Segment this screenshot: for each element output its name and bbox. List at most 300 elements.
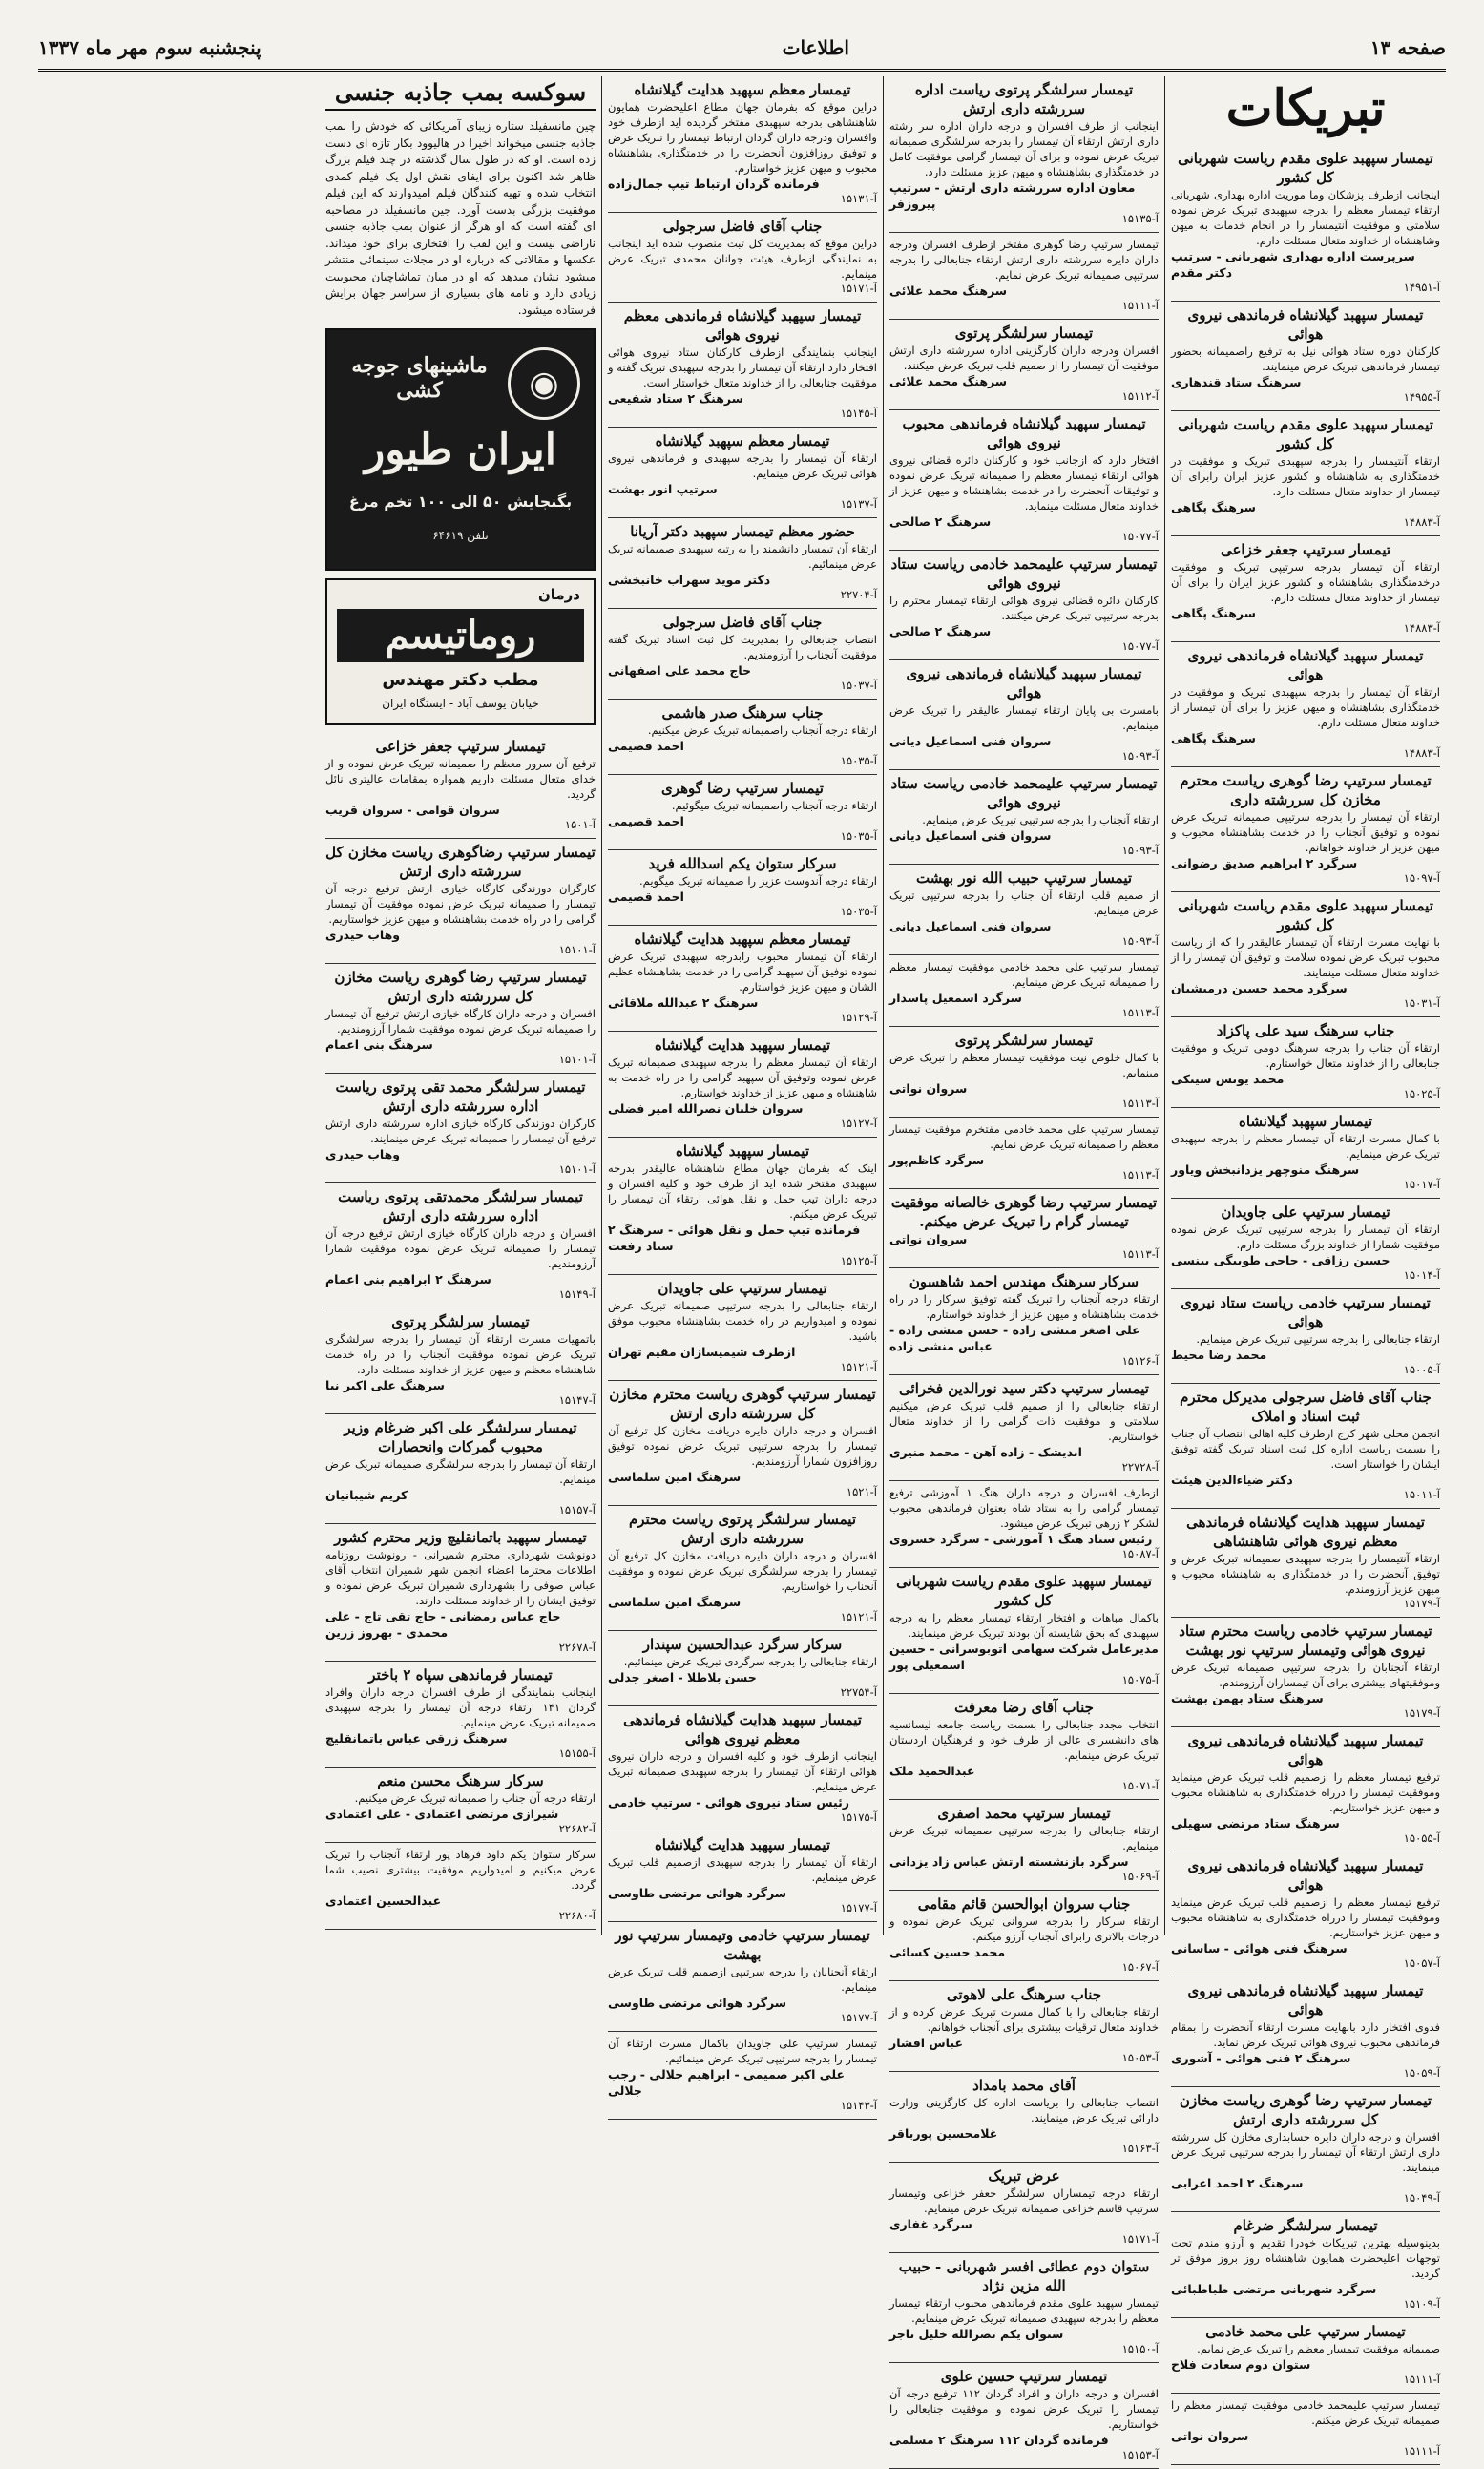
- notice-reference: آ-۱۵۰۹۳: [1121, 844, 1159, 857]
- notice-text: اینجانب ازطرف خود و کلیه افسران و درجه داران نیروی هوائی ارتقاء آن تیمسار را بدرجه سپهبدی صمیمانه تبریک عرض مینمایم.: [608, 1749, 877, 1793]
- notice-heading: تیمسار سرتیپ جعفر خزاعی: [375, 738, 546, 755]
- notice-signature: سرگرد اسمعیل پاسدار: [889, 991, 1022, 1005]
- ad-brand: ایران طیور: [365, 426, 556, 474]
- congratulation-notice: [1171, 1618, 1440, 1727]
- notice-text: ارتقاء درجه آنجناب راصمیمانه تبریک عرض میکنیم.: [647, 723, 877, 737]
- notice-heading: تیمسار سپهبد علوی مقدم ریاست شهربانی کل کشور: [1178, 416, 1433, 452]
- notice-text: ارتقاء آنتیمسار را بدرجه سپهبدی تبریک و موفقیت در خدمتگذاری به شاهنشاه و کشور عزیز ایران رابرای آن تیمسار از خداوند متعال مسئلت دارد.: [1171, 454, 1440, 498]
- congratulation-notice: [608, 1706, 877, 1831]
- notice-text: دراین موقع که بفرمان جهان مطاع اعلیحضرت همایون شاهنشاهی بدرجه سپهبدی مفتخر گردیده اید ازطرف خود وافسران ودرجه داران گردان ارتباط تیمسار را تبریک عرض و توفیق روزافزون آنحضرت را در خدمتگذاری بشاهنشاه محبوب و میهن عزیز خواستارم.: [608, 100, 877, 175]
- notice-list: [325, 733, 596, 1930]
- notice-signature: وهاب حیدری: [325, 928, 401, 942]
- notice-signature: احمد قصیمی: [608, 739, 684, 753]
- notice-heading: تیمسار سرتیپ خادمی وتیمسار سرتیپ نور بهشت: [615, 1927, 870, 1963]
- congratulation-notice: [1171, 2318, 1440, 2394]
- notice-heading: تیمسار سپهبد باتمانقلیچ وزیر محترم کشور: [334, 1529, 587, 1546]
- issue-date: پنجشنبه سوم مهر ماه ۱۳۳۷: [38, 36, 261, 59]
- congratulation-notice: [889, 410, 1159, 551]
- notice-text: دراین موقع که بمدیریت کل ثبت منصوب شده اید اینجانب به نمایندگی ازطرف هیئت جوانان محمدی تبریک عرض مینمایم.: [608, 237, 877, 281]
- notice-heading: تیمسار سرتیپ گوهری ریاست محترم مخازن کل سررشته داری ارتش: [609, 1386, 876, 1422]
- notice-text: ارتقاء جنابعالی را با کمال مسرت تبریک عرض کرده و از خداوند متعال ترقیات بیشتری برای آنجناب خواهانم.: [889, 2005, 1159, 2034]
- notice-reference: آ-۱۵۰۵۹: [1403, 2066, 1440, 2080]
- notice-text: تیمسار سرتیپ علی محمد خادمی موفقیت تیمسار معظم را صمیمانه تبریک عرض مینمایم.: [889, 960, 1159, 989]
- notice-reference: آ-۱۵۱۲۱: [840, 1610, 877, 1623]
- article-body: چین مانسفیلد ستاره زیبای آمریکائی که خودش را بمب جاذبه جنسی میخواند اخیرا در هالیوود بکار تازه ای دست زده است. او که در طول سال گذشته در چند فیلم بزرگ ظاهر شد اکنون برای ایفای نقش اول یک فیلم کمدی انتخاب شده و تهیه کنندگان فیلم امیدوارند که این فیلم موفقیت بزرگی بدست آورد. جین مانسفیلد در مصاحبه ای گفته است که او هرگز از عنوان بمب جاذبه جنسی ناراضی نیست و این لقب را افتخاری برای خود میداند. عکسها و مقالاتی که درباره او در مجلات سینمائی منتشر میشود نشان میدهد که او در میان تماشاچیان محبوبیت زیادی دارد و نامه های بسیاری از سراسر جهان برایش فرستاده میشود.: [325, 119, 596, 317]
- ad-address: خیابان یوسف آباد - ایستگاه ایران: [382, 697, 539, 710]
- congratulation-notice: [1171, 892, 1440, 1017]
- notice-list: [1171, 145, 1440, 2465]
- notice-signature: شیرازی مرتضی اعتمادی - علی اعتمادی: [325, 1807, 559, 1821]
- notice-reference: آ-۱۵۱۷۹: [1403, 1706, 1440, 1720]
- notice-heading: ستوان دوم عطائی افسر شهربانی - حبیب الله مزین نژاد: [898, 2258, 1150, 2294]
- notice-signature: غلامحسین پورباقر: [889, 2126, 998, 2141]
- notice-text: بامسرت بی پایان ارتقاء تیمسار عالیقدر را تبریک عرض مینمایم.: [889, 703, 1159, 732]
- notice-signature: احمد قصیمی: [608, 889, 684, 904]
- notice-text: با نهایت مسرت ارتقاء آن تیمسار عالیقدر را که از ریاست محبوب تبریک عرض نموده سلامت و توفیق آن تیمسار را از خداوند متعال مسئلت مینمایند.: [1171, 935, 1440, 979]
- congratulation-notice: [889, 1118, 1159, 1189]
- notice-text: کارکنان دائره قضائی نیروی هوائی ارتقاء تیمسار محترم را بدرجه سرتیپی تبریک عرض میکنند.: [889, 594, 1159, 622]
- newspaper-name: اطلاعات: [782, 36, 849, 59]
- notice-heading: تیمسار معظم سپهبد گیلانشاه: [655, 432, 830, 450]
- notice-heading: آقای محمد بامداد: [972, 2077, 1076, 2094]
- notice-heading: تیمسار سرتیپ خادمی ریاست ستاد نیروی هوائی: [1181, 1294, 1431, 1330]
- congratulation-notice: [1171, 767, 1440, 892]
- notice-reference: آ-۱۵۰۵۳: [1121, 2051, 1159, 2064]
- notice-text: ارتقاء جنابعالی را بدرجه سرتیپی صمیمانه تبریک عرض نموده و امیدواریم در راه خدمت بشاهنشاه محبوب موفق باشید.: [608, 1299, 877, 1343]
- notice-reference: آ-۱۵۱۴۹: [558, 1287, 596, 1301]
- notice-heading: تیمسار سرتیپ دکتر سید نورالدین فخرائی: [899, 1380, 1149, 1397]
- notice-signature: سرگرد ۲ ابراهیم صدیق رضوانی: [1171, 856, 1358, 870]
- notice-text: ترفیع تیمسار معظم را ازصمیم قلب تبریک عرض مینماید وموفقیت تیمسار را درراه خدمتگذاری به شاهنشاه محبوب و میهن عزیز خواستاریم.: [1171, 1895, 1440, 1939]
- notice-reference: آ-۱۴۸۸۳: [1403, 746, 1440, 760]
- notice-heading: تیمسار معظم سپهبد هدایت گیلانشاه: [634, 81, 851, 98]
- notice-signature: سرهنگ ۲ ابراهیم بنی اعمام: [325, 1272, 491, 1287]
- notice-reference: آ-۱۵۱۲۷: [840, 1117, 877, 1130]
- notice-text: انجمن محلی شهر کرج ازطرف کلیه اهالی انتصاب آن جناب را بسمت ریاست اداره کل ثبت اسناد تبریک گفته توفیق ایشان را خواستار است.: [1171, 1427, 1440, 1471]
- congratulation-notice: [889, 320, 1159, 410]
- congratulation-notice: [1171, 145, 1440, 302]
- congratulation-notice: [608, 609, 877, 700]
- notice-heading: تیمسار سرتیپ محمد اصفری: [937, 1805, 1111, 1822]
- notice-reference: آ-۲۲۷۲۸: [1121, 1460, 1159, 1474]
- notice-text: تیمسار سرتیپ رضا گوهری مفتخر ازطرف افسران ودرجه داران دایره سررشته داری ارتش ارتقاء جنابعالی را بدرجه سرتیپی صمیمانه تبریک عرض نمایم.: [889, 238, 1159, 282]
- notice-signature: سرگرد کاظم‌پور: [889, 1153, 985, 1167]
- congratulation-notice: [889, 1800, 1159, 1891]
- notice-signature: مدیرعامل شرکت سهامی اتوبوسرانی - حسین اسمعیلی پور: [889, 1642, 1159, 1672]
- notice-text: اینجانب از طرف افسران و درجه داران اداره سر رشته داری ارتش ارتقاء آن تیمسار را بدرجه سرلشگری صمیمانه تبریک عرض نموده و برای آن تیمسار گرامی موفقیت کامل در خدمتگذاری بشاهنشاه و میهن عزیز مسئلت دارد.: [889, 119, 1159, 178]
- notice-text: ازطرف افسران و درجه داران هنگ ۱ آموزشی ترفیع تیمسار گرامی را به ستاد شاه بعنوان فرماندهی محبوب لشکر ۲ زرهی تبریک عرض میشود.: [889, 1486, 1159, 1530]
- notice-heading: تیمسار سرتیپ علیمحمد خادمی ریاست ستاد نیروی هوائی: [890, 555, 1158, 592]
- notice-reference: آ-۱۵۰۷۷: [1121, 530, 1159, 543]
- congratulation-notice: [608, 518, 877, 609]
- section-heading: تبریکات: [1225, 79, 1386, 137]
- notice-reference: آ-۲۲۷۵۴: [840, 1685, 877, 1699]
- notice-text: ارتقاء درجه تیمساران سرلشگر جعفر خزاعی وتیمسار سرتیپ قاسم خزاعی صمیمانه تبریک عرض مینمایم.: [889, 2187, 1159, 2215]
- notice-reference: آ-۱۵۰۰۵: [1403, 1363, 1440, 1376]
- notice-signature: سرگرد هوائی مرتضی طاوسی: [608, 1886, 787, 1900]
- notice-heading: سرکار سرهنگ مهندس احمد شاهسون: [909, 1273, 1139, 1290]
- notice-signature: علی اکبر صمیمی - ابراهیم جلالی - رجب جلالی: [608, 2067, 846, 2098]
- notice-signature: محمد یونس سینکی: [1171, 1072, 1285, 1086]
- congratulation-notice: [889, 955, 1159, 1027]
- congratulation-notice: [608, 1032, 877, 1138]
- notice-reference: آ-۱۵۰۳۵: [840, 754, 877, 767]
- notice-reference: آ-۱۴۹۵۱: [1403, 281, 1440, 294]
- notice-heading: تیمسار سپهبد هدایت گیلانشاه: [654, 1836, 831, 1853]
- notice-signature: سرهنگ ستاد مرتضی سهیلی: [1171, 1816, 1340, 1831]
- advertisement-iran-tiyour: [325, 328, 596, 571]
- notice-heading: جناب سرهنگ صدر هاشمی: [661, 704, 824, 722]
- notice-reference: آ-۱۵۱۰۱: [558, 943, 596, 956]
- notice-list: [889, 76, 1159, 2469]
- notice-reference: آ-۱۵۰۳۱: [1403, 996, 1440, 1010]
- notice-text: ارتقاء درجه آن جناب را صمیمانه تبریک عرض میکنیم.: [354, 1791, 596, 1805]
- notice-reference: آ-۱۵۱۷۷: [840, 2011, 877, 2024]
- notice-reference: آ-۱۵۱۵۳: [1121, 2448, 1159, 2461]
- congratulation-notice: [889, 1694, 1159, 1800]
- notice-heading: جناب سرهنگ سید علی پاکزاد: [1216, 1022, 1395, 1039]
- congratulation-notice: [889, 1981, 1159, 2072]
- congratulation-notice: [889, 1891, 1159, 1981]
- congratulation-notice: [1171, 1017, 1440, 1108]
- notice-signature: سرهنگ زرقی عباس باتمانقلیچ: [325, 1731, 508, 1746]
- notice-text: ارتقاء آن تیمسار را بدرجه سپهبدی و فرماندهی نیروی هوائی تبریک عرض مینمایم.: [608, 451, 877, 480]
- notice-text: اینجانب ازطرف پزشکان وما موریت اداره بهداری شهربانی ارتقاء تیمسار معظم را بدرجه سپهبدی تبریک عرض نموده سلامتی و موفقیت آنتیمسار را در انجام خدمات به میهن وشاهنشاه از خداوند متعال مسئلت دارم.: [1171, 188, 1440, 247]
- column-congratulations-1: [1164, 76, 1446, 2458]
- notice-reference: آ-۱۵۰۲۵: [1403, 1087, 1440, 1100]
- notice-text: ارتقاء آن تیمسار را بدرجه سپهبدی ازصمیم قلب تبریک عرض مینمایم.: [608, 1855, 877, 1884]
- notice-signature: دکتر ضیاءالدین هیئت: [1171, 1473, 1293, 1487]
- notice-reference: آ-۱۵۰۶۷: [1121, 1960, 1159, 1974]
- notice-reference: آ-۱۵۱۰۹: [1403, 2297, 1440, 2311]
- congratulation-notice: [325, 1662, 596, 1768]
- ad-capacity: بگنجایش ۵۰ الی ۱۰۰ تخم مرغ: [348, 492, 573, 511]
- congratulation-notice: [608, 1631, 877, 1706]
- notice-reference: آ-۱۵۱۱۱: [1403, 2373, 1440, 2386]
- notice-text: ارتقاء آن تیمسار دانشمند را به رتبه سپهبدی صمیمانه تبریک عرض مینمائیم.: [608, 542, 877, 571]
- congratulation-notice: [889, 2072, 1159, 2163]
- congratulation-notice: [1171, 1108, 1440, 1199]
- notice-reference: آ-۱۵۰۳۵: [840, 905, 877, 918]
- notice-text: تیمسار سرتیپ علیمحمد خادمی موفقیت تیمسار معظم را صمیمانه تبریک عرض میکنم.: [1171, 2398, 1440, 2427]
- congratulation-notice: [325, 1074, 596, 1183]
- notice-signature: سروان فنی اسماعیل دیانی: [889, 828, 1052, 843]
- notice-signature: سروان نواتی: [889, 1232, 968, 1246]
- notice-heading: تیمسار سپهبد علوی مقدم ریاست شهربانی کل کشور: [1178, 897, 1433, 933]
- notice-reference: آ-۱۵۰۴۹: [1403, 2191, 1440, 2205]
- notice-heading: تیمسار سرلشگر پرتوی ریاست اداره سررشته داری ارتش: [914, 81, 1134, 117]
- notice-heading: تیمسار سرتیپ علی جاویدان: [1221, 1203, 1390, 1221]
- congratulation-notice: [325, 1524, 596, 1662]
- notice-reference: آ-۱۵۱۳۵: [1121, 212, 1159, 225]
- congratulation-notice: [1171, 1727, 1440, 1852]
- notice-reference: آ-۲۲۶۸۲: [558, 1822, 596, 1835]
- notice-heading: عرض تبریک: [988, 2167, 1060, 2185]
- notice-reference: آ-۱۵۲۱: [846, 1485, 877, 1498]
- notice-heading: تیمسار سپهبد گیلانشاه فرماندهی نیروی هوائی: [1187, 1982, 1424, 2019]
- column-article-and-ads: [320, 76, 601, 1935]
- notice-signature: سرهنگ ۲ فنی هوائی - آشوری: [1171, 2051, 1351, 2065]
- notice-signature: سروان نواتی: [1171, 2429, 1249, 2443]
- congratulation-notice: [608, 926, 877, 1032]
- notice-signature: رئیس ستاد نیروی هوائی - سرتیپ خادمی: [608, 1795, 849, 1810]
- notice-text: کارگران دوزندگی کارگاه خیازی ارتش ترفیع درجه آن تیمسار را صمیمانه تبریک عرض نموده موفقیت آن تیمسار گرامی را در راه خدمت بشاهنشاه و میهن عزیز خواستاریم.: [325, 882, 596, 926]
- notice-signature: وهاب حیدری: [325, 1147, 401, 1161]
- notice-reference: آ-۱۵۱۲۶: [1121, 1354, 1159, 1368]
- notice-signature: محمد حسین کسائی: [889, 1945, 1006, 1959]
- congratulation-notice: [1171, 642, 1440, 767]
- notice-heading: تیمسار سپهبد هدایت گیلانشاه فرماندهی معظم نیروی هوائی: [623, 1711, 862, 1747]
- congratulation-notice: [1171, 2087, 1440, 2212]
- notice-signature: فرمانده گردان ارتباط تیپ جمال‌زاده: [608, 177, 820, 191]
- notice-text: ترفیع آن سرور معظم را صمیمانه تبریک عرض نموده و از خدای متعال مسئلت داریم همواره بمقامات عالیتری نائل گردید.: [325, 757, 596, 801]
- notice-reference: آ-۱۵۰۵۷: [1403, 1956, 1440, 1970]
- ad-phone: تلفن ۶۴۶۱۹: [432, 529, 489, 542]
- congratulation-notice: [325, 733, 596, 839]
- notice-signature: سرهنگ امین سلماسی: [608, 1470, 742, 1484]
- notice-text: ارتقاء درجه آندوست عزیز را صمیمانه تبریک میگویم.: [639, 874, 877, 888]
- notice-reference: آ-۱۵۰۱۴: [1403, 1268, 1440, 1282]
- notice-reference: آ-۱۵۱۷۷: [840, 1901, 877, 1915]
- congratulation-notice: [325, 1414, 596, 1524]
- notice-heading: تیمسار سپهبد گیلانشاه فرماندهی معظم نیروی هوائی: [623, 307, 862, 344]
- notice-text: ارتقاء آنجنابان را بدرجه سرتیپی ازصمیم قلب تبریک عرض مینمایم.: [608, 1965, 877, 1994]
- notice-heading: تیمسار سپهبد گیلانشاه فرماندهی نیروی هوائی: [1187, 647, 1424, 683]
- notice-reference: آ-۱۵۰۳۵: [840, 829, 877, 843]
- notice-signature: سرهنگ ۲ احمد اعرابی: [1171, 2176, 1304, 2190]
- notice-reference: آ-۱۵۱۷۹: [1403, 1597, 1440, 1610]
- notice-signature: کریم شیبانیان: [325, 1488, 408, 1502]
- congratulation-notice: [889, 2253, 1159, 2363]
- notice-signature: عباس افشار: [889, 2036, 964, 2050]
- notice-heading: تیمسار سپهبد گیلانشاه فرماندهی نیروی هوائی: [906, 665, 1142, 701]
- congratulation-notice: [608, 76, 877, 213]
- notice-reference: آ-۱۵۱۵۵: [558, 1747, 596, 1760]
- notice-signature: دکتر موید سهراب خانبخشی: [608, 573, 771, 587]
- notice-text: اینجانب بنمایندگی از طرف افسران درجه داران وافراد گردان ۱۴۱ ارتقاء درجه آن تیمسار را بدرجه سپهبدی صمیمانه تبریک عرض مینمایم.: [325, 1685, 596, 1729]
- notice-text: بدینوسیله بهترین تبریکات خودرا تقدیم و آرزو مندم تحت توجهات اعلیحضرت همایون شاهنشاه روز بروز موفق تر گردید.: [1171, 2236, 1440, 2280]
- notice-text: افسران و درجه داران دایره حسابداری مخازن کل سررشته داری ارتش ارتقاء آن تیمسار را بدرجه سرتیپی تبریک عرض مینمایند.: [1171, 2130, 1440, 2174]
- notice-heading: تیمسار سرتیپ رضا گوهری: [661, 780, 824, 797]
- notice-heading: تیمسار سرتیپ حبیب الله نور بهشت: [915, 869, 1133, 887]
- notice-heading: تیمسار سپهبد علوی مقدم ریاست شهربانی کل کشور: [896, 1573, 1152, 1609]
- notice-signature: فرمانده تیپ حمل و نقل هوائی - سرهنگ ۲ ستاد رفعت: [608, 1223, 861, 1253]
- notice-heading: تیمسار سرتیپ حسین علوی: [940, 2368, 1108, 2385]
- congratulation-notice: [325, 964, 596, 1074]
- notice-heading: سرکار ستوان یکم اسدالله فرید: [648, 855, 837, 872]
- notice-signature: سروان فنی اسماعیل دیانی: [889, 919, 1052, 933]
- congratulation-notice: [889, 1481, 1159, 1568]
- notice-signature: سرهنگ امین سلماسی: [608, 1595, 742, 1609]
- notice-heading: تیمسار سرلشگر ضرغام: [1233, 2217, 1378, 2234]
- congratulation-notice: [608, 2032, 877, 2120]
- notice-heading: تیمسار سپهبد علوی مقدم ریاست شهربانی کل کشور: [1178, 150, 1433, 186]
- notice-reference: آ-۱۵۰۱: [564, 818, 596, 831]
- notice-heading: تیمسار فرماندهی سپاه ۲ باختر: [368, 1666, 553, 1684]
- notice-reference: آ-۱۵۱۴۵: [840, 407, 877, 420]
- congratulation-notice: [889, 2363, 1159, 2469]
- notice-heading: تیمسار سرتیپ رضا گوهری ریاست مخازن کل سررشته داری ارتش: [334, 969, 587, 1005]
- notice-reference: آ-۱۵۱۷۱: [1121, 2232, 1159, 2246]
- notice-reference: آ-۱۴۸۸۳: [1403, 515, 1440, 529]
- notice-reference: آ-۱۵۱۳۷: [840, 497, 877, 511]
- notice-heading: تیمسار سپهبد گیلانشاه فرماندهی نیروی هوائی: [1187, 1732, 1424, 1768]
- notice-signature: سرهنگ محمد علائی: [889, 374, 1008, 388]
- notice-signature: سرهنگ پگاهی: [1171, 731, 1256, 745]
- notice-signature: علی اصغر منشی زاده - حسن منشی زاده - عباس منشی زاده: [889, 1323, 1140, 1353]
- notice-heading: تیمسار معظم سپهبد هدایت گیلانشاه: [634, 931, 851, 948]
- congratulation-notice: [889, 1027, 1159, 1118]
- notice-signature: سرهنگ ستاد بهمن بهشت: [1171, 1691, 1324, 1705]
- notice-text: ترفیع تیمسار معظم را ازصمیم قلب تبریک عرض مینماید وموفقیت تیمسار را درراه خدمتگذاری به شاهنشاه محبوب و میهن عزیز خواستاریم.: [1171, 1770, 1440, 1814]
- notice-signature: ستوان یکم نصرالله خلیل تاجر: [889, 2327, 1064, 2341]
- notice-heading: تیمسار سپهبد گیلانشاه فرماندهی نیروی هوائی: [1187, 1857, 1424, 1894]
- notice-text: ارتقاء آن تیمسار را بدرجه سپهبدی تبریک و موفقیت در خدمتگذاری بشاهنشاه و میهن عزیز را برای آن تیمسار از خداوند متعال مسئلت دارم.: [1171, 685, 1440, 729]
- congratulation-notice: [1171, 302, 1440, 411]
- notice-text: باکمال مباهات و افتخار ارتقاء تیمسار معظم را به درجه سپهبدی که بحق شایسته آن بودند تبریک عرض مینمایند.: [889, 1611, 1159, 1640]
- notice-text: افسران و درجه داران دایره دریافت مخازن کل ترفیع آن تیمسار را بدرجه سرلشگری تبریک عرض نموده و موفقیت آنجناب را خواستاریم.: [608, 1549, 877, 1593]
- notice-reference: آ-۱۵۰۳۷: [840, 679, 877, 692]
- congratulation-notice: [889, 865, 1159, 955]
- notice-text: ارتقاء جنابعالی را بدرجه سرتیپی تبریک عرض مینمایم.: [1196, 1332, 1440, 1346]
- congratulation-notice: [889, 1375, 1159, 1481]
- notice-text: سرکار ستوان یکم داود فرهاد پور ارتقاء آنجناب را تبریک عرض میکنیم و امیدواریم موفقیت بیشتری نصیب شما گردد.: [325, 1848, 596, 1892]
- notice-signature: ستوان دوم سعادت فلاح: [1171, 2357, 1311, 2372]
- notice-text: کارگران دوزندگی کارگاه خیازی اداره سررشته داری ارتش ترفیع آن تیمسار را صمیمانه تبریک عرض مینمایند.: [325, 1117, 596, 1145]
- notice-signature: سرتیپ انور بهشت: [608, 482, 718, 496]
- notice-heading: جناب سروان ابوالحسن قائم مقامی: [917, 1895, 1131, 1913]
- notice-reference: آ-۱۵۱۱۳: [1121, 1168, 1159, 1182]
- notice-signature: احمد قصیمی: [608, 814, 684, 828]
- notice-signature: سرهنگ ۲ صالحی: [889, 514, 992, 529]
- notice-signature: سرهنگ منوچهر یزدانبخش ویاور: [1171, 1162, 1360, 1177]
- notice-text: اینجانب بنمایندگی ازطرف کارکنان ستاد نیروی هوائی افتخار دارد ارتقاء آن تیمسار را بدرجه سپهبدی تبریک گفته و موفقیت جنابعالی را از خداوند متعال خواستار است.: [608, 345, 877, 389]
- congratulation-notice: [1171, 2212, 1440, 2318]
- notice-reference: آ-۱۵۱۱۳: [1121, 1097, 1159, 1110]
- notice-reference: آ-۲۲۷۰۴: [840, 588, 877, 601]
- notice-heading: تیمسار سرتیپ رضا گوهری ریاست مخازن کل سررشته داری ارتش: [1179, 2092, 1432, 2128]
- notice-text: ارتقاء آن تیمسار را بدرجه سرلشگری صمیمانه تبریک عرض مینمایم.: [325, 1457, 596, 1486]
- notice-text: ارتقاء درجه آنجناب راصمیمانه تبریک میگوئیم.: [671, 799, 877, 812]
- congratulation-notice: [608, 1831, 877, 1922]
- ad-top-text: ماشینهای جوجه کشی: [351, 353, 488, 403]
- notice-reference: آ-۱۵۱۰۱: [558, 1053, 596, 1066]
- notice-heading: تیمسار سرلشگر پرتوی: [954, 1032, 1094, 1049]
- columns: [38, 76, 1446, 2461]
- notice-text: اینک که بفرمان جهان مطاع شاهنشاه عالیقدر بدرجه سپهبدی مفتخر شده اید از طرف خود و کلیه افسران و درجه داران تیپ حمل و نقل هوائی ارتقاء آن تیمسار را تبریک عرض میکنم.: [608, 1161, 877, 1221]
- notice-text: تیمسار سرتیپ علی جاویدان باکمال مسرت ارتقاء آن تیمسار را بدرجه سرتیپی تبریک عرض مینمائیم.: [608, 2037, 877, 2065]
- congratulation-notice: [1171, 1509, 1440, 1618]
- notice-reference: آ-۱۵۱۷۵: [840, 1810, 877, 1824]
- notice-reference: آ-۲۲۶۷۸: [558, 1641, 596, 1654]
- notice-reference: آ-۱۵۰۱۷: [1403, 1178, 1440, 1191]
- notice-signature: سرگرد غفاری: [889, 2217, 972, 2231]
- notice-signature: سرهنگ علی اکبر نیا: [325, 1378, 445, 1392]
- notice-text: ارتقاء جنابعالی را بدرجه سرتیپی صمیمانه تبریک عرض مینمایم.: [889, 1824, 1159, 1852]
- notice-signature: فرمانده گردان ۱۱۲ سرهنگ ۲ مسلمی: [889, 2433, 1109, 2447]
- congratulation-notice: [889, 770, 1159, 865]
- notice-text: کارکنان دوره ستاد هوائی نیل به ترفیع راصمیمانه بحضور تیمسار فرماندهی تبریک عرض مینمایند.: [1171, 345, 1440, 373]
- congratulation-notice: [1171, 1289, 1440, 1384]
- ad-brand: روماتیسم: [337, 609, 584, 662]
- notice-reference: آ-۱۴۸۸۳: [1403, 621, 1440, 635]
- notice-text: انتصاب جنابعالی را بریاست اداره کل کارگزینی وزارت دارائی تبریک عرض مینمایند.: [889, 2096, 1159, 2124]
- congratulation-notice: [1171, 536, 1440, 642]
- ad-top-text: درمان: [537, 586, 580, 603]
- notice-signature: عبدالحمید ملک: [889, 1764, 975, 1778]
- congratulation-notice: [325, 1843, 596, 1930]
- notice-signature: حسین رزاقی - حاجی طوبیگی بینسی: [1171, 1253, 1390, 1267]
- notice-reference: آ-۱۵۱۴۳: [840, 2099, 877, 2112]
- notice-heading: جناب آقای فاضل سرجولی: [662, 614, 823, 631]
- notice-signature: اندیشک - زاده آهن - محمد منیری: [889, 1445, 1082, 1459]
- notice-text: باتمهیات مسرت ارتقاء آن تیمسار را بدرجه سرلشگری تبریک عرض نموده موفقیت آنجناب را در راه خدمت شاهنشاه معظم و میهن عزیز از خداوند مسئلت دارد.: [325, 1332, 596, 1376]
- notice-text: ارتقاء آنتیمسار را بدرجه سپهبدی صمیمانه تبریک عرض و توفیق آنحضرت را در خدمتگذاری به شاهنشاه محبوب و میهن عزیز آرزومندم.: [1171, 1552, 1440, 1596]
- column-congratulations-3: [601, 76, 883, 2112]
- congratulation-notice: [889, 660, 1159, 770]
- notice-reference: آ-۱۵۰۷۵: [1121, 1673, 1159, 1686]
- congratulation-notice: [889, 1189, 1159, 1268]
- congratulation-notice: [889, 233, 1159, 320]
- notice-text: افتخار دارد که ازجانب خود و کارکنان دائره قضائی نیروی هوائی ارتقاء تیمسار معظم را صمیمانه تبریک عرض نموده و توفیقات آنحضرت را در خدمت بشاهنشاه و میهن عزیز از خداوند متعال مسئلت مینماید.: [889, 453, 1159, 513]
- notice-reference: آ-۱۵۱۰۱: [558, 1162, 596, 1176]
- column-congratulations-2: [883, 76, 1164, 2461]
- notice-text: ارتقاء جنابعالی را بدرجه سرگردی تبریک عرض مینمائیم.: [623, 1655, 877, 1668]
- notice-reference: آ-۱۵۰۶۹: [1121, 1870, 1159, 1883]
- congratulation-notice: [325, 1768, 596, 1843]
- notice-heading: تیمسار سرلشگر پرتوی ریاست محترم سررشته داری ارتش: [628, 1511, 857, 1547]
- notice-text: با کمال مسرت ارتقاء آن تیمسار معظم را بدرجه سپهبدی تبریک عرض مینمایم.: [1171, 1132, 1440, 1161]
- page-number: صفحه ۱۳: [1369, 36, 1446, 59]
- notice-signature: سرهنگ ستاد قندهاری: [1171, 375, 1302, 389]
- notice-signature: سرگرد محمد حسین درمیشیان: [1171, 981, 1348, 995]
- masthead: [38, 27, 1446, 72]
- notice-text: با کمال خلوص نیت موفقیت تیمسار معظم را تبریک عرض مینمایم.: [889, 1051, 1159, 1079]
- notice-heading: تیمسار سرتیپ جعفر خزاعی: [1220, 541, 1391, 558]
- congratulation-notice: [1171, 1977, 1440, 2087]
- congratulation-notice: [608, 700, 877, 775]
- notice-text: صمیمانه موفقیت تیمسار معظم را تبریک عرض نمایم.: [1197, 2342, 1440, 2355]
- notice-heading: تیمسار سرتیپ رضاگوهری ریاست مخازن کل سررشته داری ارتش: [325, 844, 596, 880]
- notice-reference: آ-۱۵۰۹۳: [1121, 749, 1159, 763]
- notice-list: [608, 76, 877, 2120]
- notice-heading: تیمسار سپهبد گیلانشاه: [675, 1142, 810, 1160]
- notice-heading: تیمسار سپهبد هدایت گیلانشاه: [654, 1036, 831, 1054]
- notice-text: ارتقاء آن تیمسار محبوب رابدرجه سپهبدی تبریک عرض نموده توفیق آن سپهبد گرامی را در خدمت بشاهنشاه عظیم الشان و میهن عزیز خواستارم.: [608, 950, 877, 994]
- notice-heading: تیمسار سرتیپ علی محمد خادمی: [1205, 2323, 1406, 2340]
- notice-signature: محمد رضا محیط: [1171, 1348, 1267, 1362]
- congratulation-notice: [608, 428, 877, 518]
- notice-reference: آ-۱۵۱۱۳: [1121, 1247, 1159, 1261]
- notice-text: تیمسار سپهبد علوی مقدم فرماندهی محبوب ارتقاء تیمسار معظم را بدرجه سپهبدی صمیمانه تبریک عرض مینمایم.: [889, 2296, 1159, 2325]
- notice-text: دونوشت شهرداری محترم شمیرانی - رونوشت روزنامه اطلاعات محترما اعضاء انجمن شهر شمیران انتخاب آقای عباس صوفی را بشهرداری شمیران تبریک عرض نموده و توفیق ایشان را از خداوند مسئلت دارند.: [325, 1548, 596, 1607]
- congratulation-notice: [608, 1275, 877, 1381]
- notice-signature: سروان قوامی - سروان قریب: [325, 803, 500, 817]
- congratulation-notice: [1171, 1384, 1440, 1509]
- notice-reference: آ-۱۵۰۱۱: [1403, 1488, 1440, 1501]
- congratulation-notice: [608, 1922, 877, 2032]
- notice-signature: رئیس ستاد هنگ ۱ آموزشی - سرگرد خسروی: [889, 1532, 1153, 1546]
- notice-text: فدوی افتخار دارد بانهایت مسرت ارتقاء آنحضرت را بمقام فرماندهی محبوب نیروی هوائی تبریک عرض نماید.: [1171, 2020, 1440, 2049]
- congratulation-notice: [1171, 1199, 1440, 1289]
- notice-heading: حضور معظم تیمسار سپهبد دکتر آریانا: [630, 523, 855, 540]
- notice-signature: سروان نواتی: [889, 1081, 968, 1096]
- notice-reference: آ-۱۵۱۲۱: [840, 1360, 877, 1373]
- notice-signature: سرگرد شهربانی مرتضی طباطبائی: [1171, 2282, 1377, 2296]
- notice-text: افسران و درجه داران دایره دریافت مخازن کل ترفیع آن تیمسار را بدرجه سرتیپی تبریک عرض نموده توفیق روزافزون شمارا آرزومندیم.: [608, 1424, 877, 1468]
- notice-text: ارتقاء آنجناب را بدرجه سرتیپی تبریک عرض مینمایم.: [922, 813, 1159, 826]
- notice-heading: جناب سرهنگ علی لاهوتی: [946, 1986, 1102, 2003]
